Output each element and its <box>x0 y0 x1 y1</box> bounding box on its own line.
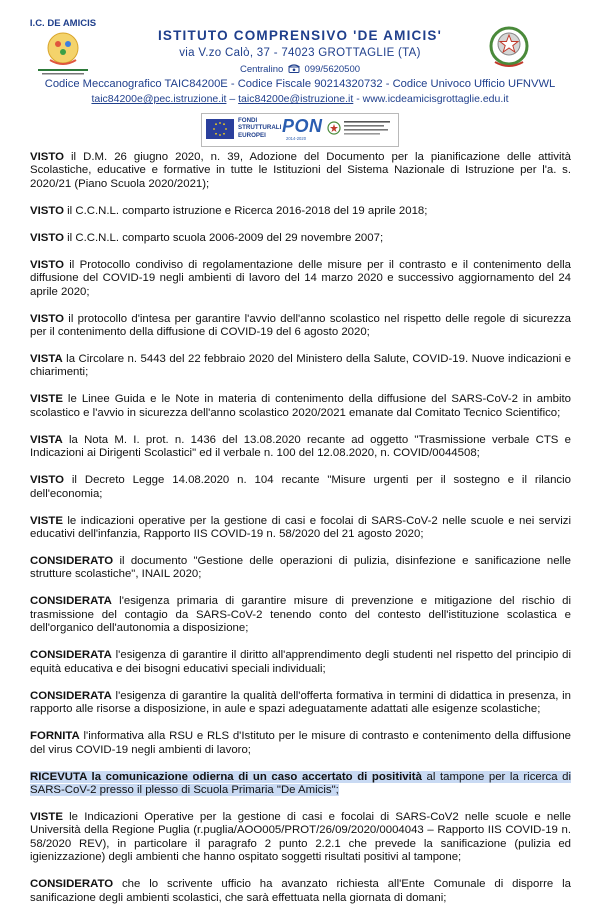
paragraph-lead: VISTE <box>30 514 63 527</box>
paragraph-content <box>30 515 571 540</box>
paragraph-lead: VISTO <box>30 312 64 325</box>
paragraph-text: l'esigenza di garantire il diritto all'apprendimento degli studenti nel rispetto del principio di equità educativa e dei bisogni educativi speciali individuali; <box>30 649 571 675</box>
paragraph-content <box>30 232 383 244</box>
phone-line <box>0 64 600 75</box>
paragraph-text: il protocollo d'intesa per garantire l'avvio dell'anno scolastico nel rispetto delle regole di sicurezza per il contenimento della diffusione di COVID-19 del 6 agosto 2020; <box>30 312 571 339</box>
paragraph-lead: VISTO <box>30 151 64 163</box>
pon-banner <box>201 113 399 147</box>
paragraph-content <box>30 313 571 338</box>
paragraph-lead: VISTE <box>30 393 63 406</box>
paragraph-text: le Indicazioni Operative per la gestione di casi e focolai di SARS-CoV2 nelle scuole e nelle Università della Regione Puglia (r.puglia/AOO005/PROT/26/09/2020/0004043 – Rapporto IIS COVID-19 n. 58/2020 REV), in particolare il paragrafo 2 punto 2.2.1 che prevede la sanificazione (pulizia ed igienizzazione) degli ambienti che hanno ospitato soggetti risultati positivi al tampone; <box>30 810 571 864</box>
paragraph-lead: VISTO <box>30 204 64 217</box>
eu-flag-icon <box>206 119 234 139</box>
paragraph-content <box>30 690 571 715</box>
paragraph-text: la Circolare n. 5443 del 22 febbraio 2020 del Ministero della Salute, COVID-19. Nuove indicazioni e chiarimenti; <box>30 353 571 379</box>
paragraph-content <box>30 649 571 674</box>
school-name: ISTITUTO COMPRENSIVO 'DE AMICIS' <box>157 28 443 43</box>
highlighted-text <box>30 771 571 796</box>
paragraph-text: al tampone per la ricerca di SARS-CoV-2 presso il plesso di Scuola Primaria "De Amicis"; <box>30 770 571 796</box>
paragraph-content <box>30 434 571 459</box>
document-paragraph <box>30 205 571 218</box>
paragraph-content <box>30 555 571 580</box>
paragraph-content <box>30 474 571 499</box>
banner-pon-text: PON <box>282 116 323 136</box>
document-paragraph <box>30 555 571 582</box>
paragraph-lead: CONSIDERATA <box>30 649 112 662</box>
paragraph-text: le Linee Guida e le Note in materia di contenimento della diffusione del SARS-CoV-2 in ambito scolastico e l'avvio in sicurezza dell'anno scolastico 2020/2021 emanate dal Comitato Tecnico Scientifico; <box>30 393 571 419</box>
contact-links <box>0 93 600 105</box>
document-paragraph <box>30 393 571 420</box>
paragraph-text: l'esigenza di garantire la qualità dell'offerta formativa in termini di didattica in presenza, in rapporto alle risorse a disposizione, in aule e spazi adeguatamente adattati alle esigenze scolastiche; <box>30 689 571 716</box>
document-paragraph <box>30 232 571 245</box>
ministry-emblem-icon <box>327 120 341 138</box>
document-paragraph <box>30 690 571 717</box>
paragraph-content <box>30 151 571 190</box>
document-paragraph <box>30 474 571 501</box>
email-link[interactable]: taic84200e@istruzione.it <box>238 93 354 105</box>
email-separator: – <box>226 93 239 105</box>
document-body <box>30 151 571 919</box>
document-paragraph <box>30 811 571 865</box>
paragraph-text: che lo scrivente ufficio ha avanzato richiesta all'Ente Comunale di disporre la sanificazione degli ambienti scolastici, che sarà effettuata nella giornata di domani; <box>30 878 571 904</box>
paragraph-content <box>30 730 571 755</box>
document-paragraph <box>30 878 571 905</box>
paragraph-lead: CONSIDERATA <box>30 595 112 608</box>
paragraph-text: il C.C.N.L. comparto scuola 2006-2009 del 29 novembre 2007; <box>63 231 384 244</box>
paragraph-lead: VISTO <box>30 474 64 487</box>
paragraph-lead: VISTO <box>30 258 64 271</box>
paragraph-text: le indicazioni operative per la gestione di casi e focolai di SARS-CoV-2 nelle scuole e nei servizi educativi dell'infanzia, Rapporto IIS COVID-19 n. 58/2020 del 21 agosto 2020; <box>30 514 571 541</box>
paragraph-lead: CONSIDERATO <box>30 878 114 891</box>
svg-text:I.C. DE AMICIS: I.C. DE AMICIS <box>29 18 97 29</box>
paragraph-text: il documento "Gestione delle operazioni di pulizia, disinfezione e sanificazione nelle strutture scolastiche", INAIL 2020; <box>30 555 571 581</box>
banner-pon-years: 2014-2020 <box>286 136 307 141</box>
paragraph-lead: VISTA <box>30 433 63 446</box>
banner-fondi-text: FONDI STRUTTURALI EUROPEI <box>238 117 282 139</box>
document-paragraph <box>30 515 571 542</box>
paragraph-content <box>30 878 571 903</box>
paragraph-text: la Nota M. I. prot. n. 1436 del 13.08.2020 recante ad oggetto "Trasmissione verbale CTS e Indicazioni ai Dirigenti Scolastici" ed il verbale n. 100 del 12.08.2020, n. COVID/0044508; <box>30 433 571 460</box>
paragraph-text: il D.M. 26 giugno 2020, n. 39, Adozione del Documento per la pianificazione delle attività Scolastiche, educative e formative in tutte le Istituzioni del Sistema Nazionale di Istruzione per l'a. s. 2020/21 (Piano Scuola 2020/2021); <box>30 151 571 190</box>
paragraph-content <box>30 811 571 863</box>
paragraph-content <box>30 393 571 418</box>
phone-icon <box>288 64 300 73</box>
phone-number: 099/5620500 <box>304 64 361 75</box>
document-paragraph <box>30 434 571 461</box>
institution-codes: Codice Meccanografico TAIC84200E - Codice Fiscale 90214320732 - Codice Univoco Ufficio UFNVWL <box>44 78 556 90</box>
pec-email-link[interactable]: taic84200e@pec.istruzione.it <box>91 93 227 105</box>
website-link[interactable]: - www.icdeamicisgrottaglie.edu.it <box>353 93 509 105</box>
paragraph-content <box>30 205 427 217</box>
paragraph-text: l'esigenza primaria di garantire misure di prevenzione e mitigazione del rischio di trasmissione del contagio da SARS-CoV-2 tenendo conto del contesto dell'istituzione scolastica e dell'organico dell'autonomia a disposizione; <box>30 595 571 635</box>
paragraph-content <box>30 259 571 298</box>
paragraph-lead: RICEVUTA la comunicazione odierna di un caso accertato di positività <box>30 770 422 783</box>
phone-label: Centralino <box>239 64 284 75</box>
document-paragraph <box>30 595 571 635</box>
document-paragraph <box>30 313 571 340</box>
paragraph-lead: VISTO <box>30 231 64 244</box>
paragraph-text: il Protocollo condiviso di regolamentazione delle misure per il contrasto e il contenimento della diffusione del COVID-19 negli ambienti di lavoro del 14 marzo 2020 e successivo aggiornamento del 24 aprile 2020; <box>30 258 571 298</box>
ministry-text-lines <box>344 120 392 140</box>
paragraph-text: l'informativa alla RSU e RLS d'Istituto per le misure di contrasto e contenimento della diffusione del virus COVID-19 negli ambienti di lavoro; <box>30 730 571 756</box>
document-paragraph <box>30 151 571 191</box>
document-paragraph <box>30 649 571 676</box>
paragraph-lead: FORNITA <box>30 730 80 743</box>
paragraph-lead: CONSIDERATO <box>30 555 114 568</box>
paragraph-content <box>30 595 571 634</box>
school-address: via V.zo Calò, 37 - 74023 GROTTAGLIE (TA) <box>179 47 421 59</box>
document-paragraph <box>30 771 571 798</box>
paragraph-text: il C.C.N.L. comparto istruzione e Ricerca 2016-2018 del 19 aprile 2018; <box>63 204 428 217</box>
paragraph-content <box>30 353 571 378</box>
paragraph-lead: VISTA <box>30 353 63 366</box>
document-paragraph <box>30 353 571 380</box>
document-paragraph <box>30 730 571 757</box>
document-paragraph <box>30 259 571 299</box>
letterhead <box>0 0 600 150</box>
paragraph-text: il Decreto Legge 14.08.2020 n. 104 recante "Misure urgenti per il sostegno e il rilancio dell'economia; <box>30 474 571 500</box>
paragraph-lead: VISTE <box>30 810 63 823</box>
paragraph-lead: CONSIDERATA <box>30 689 112 702</box>
